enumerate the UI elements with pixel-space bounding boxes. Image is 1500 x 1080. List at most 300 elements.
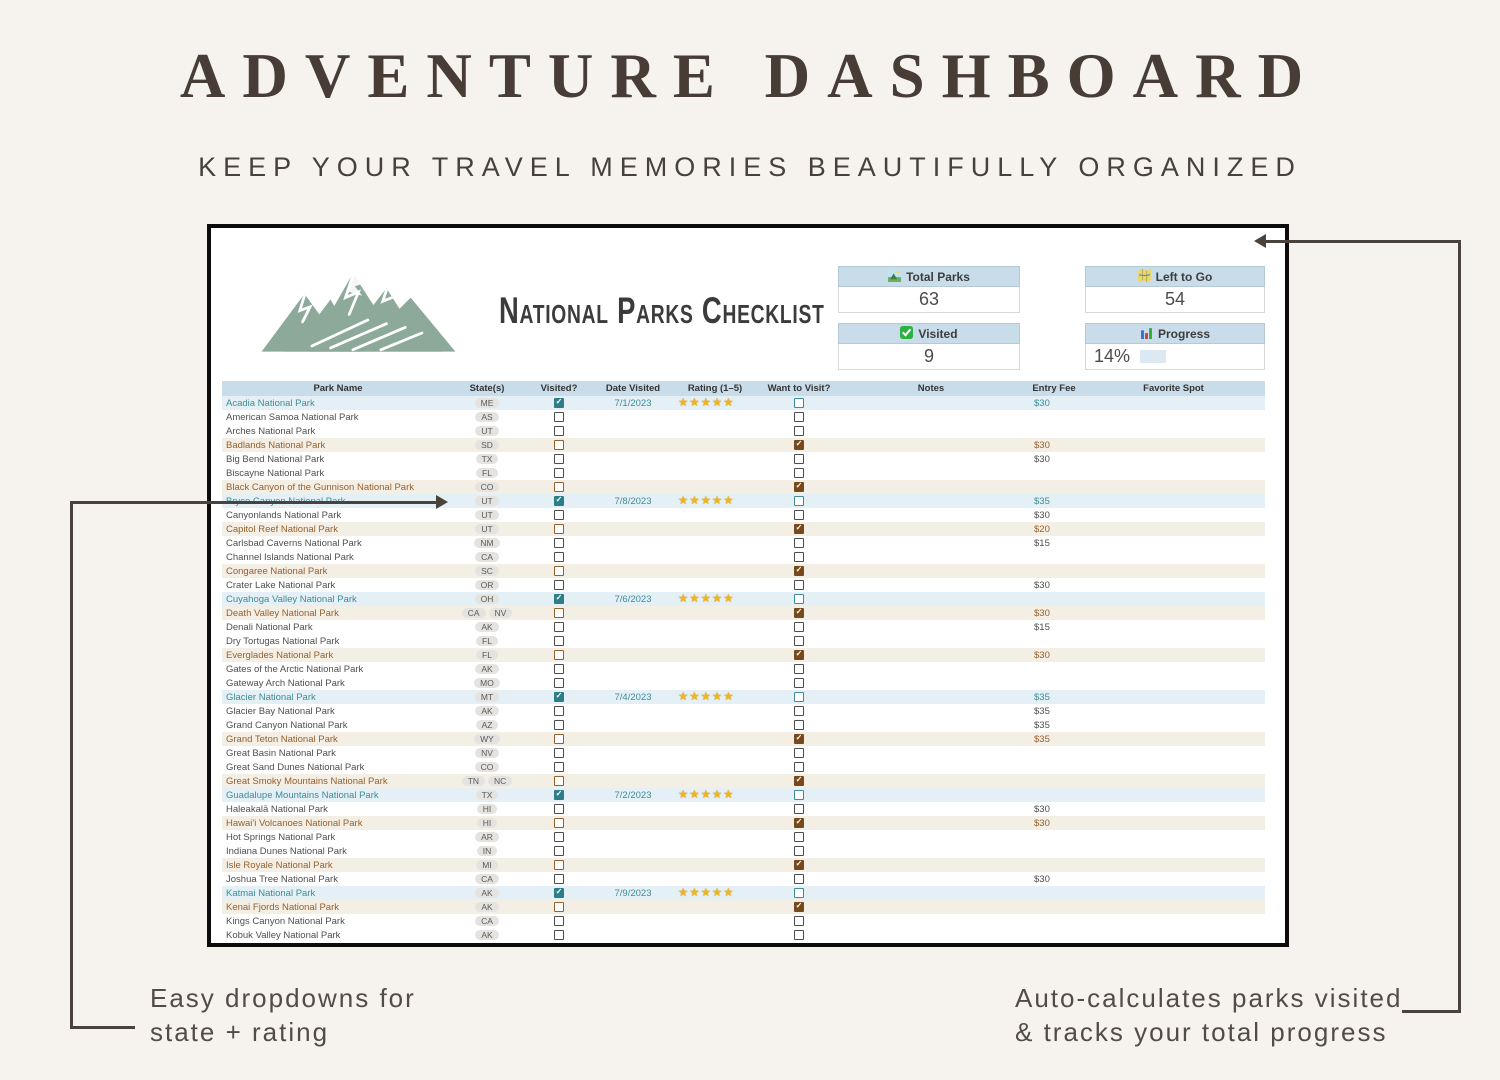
park-name-cell[interactable]: Canyonlands National Park: [226, 509, 342, 521]
visited-cell: [520, 692, 598, 703]
visited-cell: [520, 832, 598, 843]
stat-value[interactable]: [1085, 287, 1265, 313]
want-to-visit-checkbox[interactable]: [794, 622, 804, 632]
visited-cell: [520, 888, 598, 899]
state-cell[interactable]: [454, 734, 520, 745]
table-row: [222, 564, 1265, 578]
stat-value[interactable]: [838, 287, 1020, 313]
parks-table-body: [222, 396, 1265, 942]
park-name-cell[interactable]: Arches National Park: [226, 425, 316, 437]
visited-checkbox[interactable]: [554, 412, 564, 422]
want-to-visit-checkbox[interactable]: [794, 594, 804, 604]
visited-checkbox[interactable]: [554, 426, 564, 436]
state-pill[interactable]: AS: [475, 412, 498, 423]
visited-checkbox[interactable]: [554, 846, 564, 856]
state-cell[interactable]: [454, 902, 520, 913]
visited-cell: [520, 748, 598, 759]
stat-box-visited: [838, 323, 1020, 370]
entry-fee-cell[interactable]: $35: [1034, 719, 1050, 731]
visited-checkbox[interactable]: [554, 874, 564, 884]
state-cell[interactable]: [454, 538, 520, 549]
want-cell: [762, 440, 836, 451]
entry-fee-cell[interactable]: $30: [1034, 803, 1050, 815]
park-name-cell[interactable]: Great Smoky Mountains National Park: [226, 775, 388, 787]
visited-checkbox[interactable]: [554, 608, 564, 618]
visited-checkbox[interactable]: [554, 664, 564, 674]
park-name-cell[interactable]: Death Valley National Park: [226, 607, 339, 619]
rating-cell[interactable]: [668, 690, 762, 705]
annotation-left-line2: state + rating: [150, 1016, 330, 1047]
state-cell[interactable]: [454, 818, 520, 829]
table-row: [222, 578, 1265, 592]
want-to-visit-checkbox[interactable]: [794, 804, 804, 814]
stat-value[interactable]: [838, 344, 1020, 370]
state-cell[interactable]: [454, 650, 520, 661]
park-name-cell[interactable]: Capitol Reef National Park: [226, 523, 338, 535]
want-cell: [762, 720, 836, 731]
stat-header: [1085, 323, 1265, 344]
state-cell[interactable]: [454, 860, 520, 871]
want-to-visit-checkbox[interactable]: [794, 902, 804, 912]
want-cell: [762, 468, 836, 479]
want-to-visit-checkbox[interactable]: [794, 832, 804, 842]
park-name-cell[interactable]: Denali National Park: [226, 621, 313, 633]
want-to-visit-checkbox[interactable]: [794, 440, 804, 450]
state-pill[interactable]: OH: [475, 594, 500, 605]
state-pill[interactable]: WY: [474, 734, 500, 745]
state-cell[interactable]: [454, 636, 520, 647]
want-to-visit-checkbox[interactable]: [794, 496, 804, 506]
park-name-cell[interactable]: Dry Tortugas National Park: [226, 635, 340, 647]
want-to-visit-checkbox[interactable]: [794, 510, 804, 520]
want-to-visit-checkbox[interactable]: [794, 650, 804, 660]
visited-checkbox[interactable]: [554, 524, 564, 534]
want-to-visit-checkbox[interactable]: [794, 776, 804, 786]
table-row: [222, 788, 1265, 802]
state-cell[interactable]: [454, 748, 520, 759]
state-pill[interactable]: AK: [475, 888, 498, 899]
want-cell: [762, 692, 836, 703]
want-to-visit-checkbox[interactable]: [794, 636, 804, 646]
park-name-cell[interactable]: Badlands National Park: [226, 439, 326, 451]
state-pill[interactable]: AK: [475, 664, 498, 675]
state-pill[interactable]: ME: [475, 398, 500, 409]
want-to-visit-checkbox[interactable]: [794, 552, 804, 562]
park-name-cell[interactable]: Everglades National Park: [226, 649, 334, 661]
state-pill[interactable]: SD: [475, 440, 499, 451]
table-row: [222, 662, 1265, 676]
table-row: [222, 858, 1265, 872]
state-cell[interactable]: [454, 678, 520, 689]
entry-fee-cell[interactable]: $30: [1034, 509, 1050, 521]
visited-checkbox[interactable]: [554, 454, 564, 464]
state-pill[interactable]: OR: [475, 580, 500, 591]
table-row: [222, 844, 1265, 858]
park-name-cell[interactable]: Hot Springs National Park: [226, 831, 336, 843]
entry-fee-cell[interactable]: $30: [1034, 579, 1050, 591]
rating-cell[interactable]: [668, 494, 762, 509]
entry-fee-cell[interactable]: $35: [1034, 733, 1050, 745]
state-cell[interactable]: [454, 482, 520, 493]
state-cell[interactable]: [454, 552, 520, 563]
date-cell[interactable]: 7/2/2023: [614, 789, 652, 801]
visited-checkbox[interactable]: [554, 776, 564, 786]
visited-checkbox[interactable]: [554, 734, 564, 744]
want-cell: [762, 454, 836, 465]
rating-cell[interactable]: [668, 886, 762, 901]
want-cell: [762, 594, 836, 605]
state-cell[interactable]: [454, 916, 520, 927]
park-name-cell[interactable]: Carlsbad Caverns National Park: [226, 537, 362, 549]
want-to-visit-checkbox[interactable]: [794, 888, 804, 898]
visited-cell: [520, 510, 598, 521]
visited-checkbox[interactable]: [554, 902, 564, 912]
state-cell[interactable]: [454, 594, 520, 605]
want-to-visit-checkbox[interactable]: [794, 426, 804, 436]
visited-checkbox[interactable]: [554, 636, 564, 646]
state-pill[interactable]: MI: [476, 860, 497, 871]
visited-checkbox[interactable]: [554, 930, 564, 940]
want-to-visit-checkbox[interactable]: [794, 692, 804, 702]
state-cell[interactable]: [454, 832, 520, 843]
want-cell: [762, 678, 836, 689]
entry-fee-cell[interactable]: $30: [1034, 453, 1050, 465]
want-to-visit-checkbox[interactable]: [794, 580, 804, 590]
visited-cell: [520, 636, 598, 647]
table-row: [222, 774, 1265, 788]
stat-value[interactable]: [1085, 344, 1265, 370]
visited-checkbox[interactable]: [554, 510, 564, 520]
want-to-visit-checkbox[interactable]: [794, 706, 804, 716]
state-pill[interactable]: CO: [475, 762, 500, 773]
left-connector-horizontal: [70, 501, 438, 504]
entry-fee-cell[interactable]: $15: [1034, 621, 1050, 633]
visited-checkbox[interactable]: [554, 566, 564, 576]
state-pill[interactable]: UT: [475, 426, 498, 437]
state-pill[interactable]: UT: [475, 496, 498, 507]
park-name-cell[interactable]: Kings Canyon National Park: [226, 915, 345, 927]
want-to-visit-checkbox[interactable]: [794, 664, 804, 674]
want-to-visit-checkbox[interactable]: [794, 846, 804, 856]
visited-checkbox[interactable]: [554, 622, 564, 632]
right-connector-horizontal: [1266, 240, 1461, 243]
park-name-cell[interactable]: Congaree National Park: [226, 565, 328, 577]
want-to-visit-checkbox[interactable]: [794, 678, 804, 688]
state-cell[interactable]: [454, 412, 520, 423]
park-name-cell[interactable]: Biscayne National Park: [226, 467, 325, 479]
visited-checkbox[interactable]: [554, 790, 564, 800]
state-pill[interactable]: AR: [475, 832, 499, 843]
park-name-cell[interactable]: Hawai'i Volcanoes National Park: [226, 817, 363, 829]
table-row: [222, 466, 1265, 480]
park-name-cell[interactable]: Black Canyon of the Gunnison National Park: [226, 481, 414, 493]
state-cell[interactable]: [454, 664, 520, 675]
want-to-visit-checkbox[interactable]: [794, 482, 804, 492]
table-row: [222, 438, 1265, 452]
visited-checkbox[interactable]: [554, 440, 564, 450]
visited-checkbox[interactable]: [554, 650, 564, 660]
state-cell[interactable]: [454, 930, 520, 941]
entry-fee-cell[interactable]: $30: [1034, 873, 1050, 885]
visited-cell: [520, 776, 598, 787]
want-to-visit-checkbox[interactable]: [794, 734, 804, 744]
state-cell[interactable]: [454, 874, 520, 885]
visited-checkbox[interactable]: [554, 496, 564, 506]
state-cell[interactable]: [454, 440, 520, 451]
stat-value-text: 9: [923, 346, 934, 366]
park-name-cell[interactable]: Indiana Dunes National Park: [226, 845, 347, 857]
state-pill[interactable]: FL: [476, 650, 498, 661]
state-pill[interactable]: CA: [475, 552, 499, 563]
visited-cell: [520, 678, 598, 689]
visited-checkbox[interactable]: [554, 916, 564, 926]
state-cell[interactable]: [454, 608, 520, 619]
park-name-cell[interactable]: Guadalupe Mountains National Park: [226, 789, 379, 801]
park-name-cell[interactable]: Cuyahoga Valley National Park: [226, 593, 357, 605]
park-name-cell[interactable]: Great Basin National Park: [226, 747, 336, 759]
state-pill[interactable]: NM: [474, 538, 499, 549]
want-to-visit-checkbox[interactable]: [794, 538, 804, 548]
table-row: [222, 886, 1265, 900]
visited-cell: [520, 482, 598, 493]
column-header: Notes: [917, 383, 945, 394]
entry-fee-cell[interactable]: $20: [1034, 523, 1050, 535]
state-cell[interactable]: [454, 762, 520, 773]
want-cell: [762, 790, 836, 801]
entry-fee-cell[interactable]: $35: [1034, 495, 1050, 507]
rating-cell[interactable]: [668, 396, 762, 411]
want-cell: [762, 874, 836, 885]
table-row: [222, 550, 1265, 564]
visited-checkbox[interactable]: [554, 552, 564, 562]
date-cell[interactable]: 7/1/2023: [614, 397, 652, 409]
park-name-cell[interactable]: Big Bend National Park: [226, 453, 325, 465]
park-name-cell[interactable]: Grand Teton National Park: [226, 733, 338, 745]
state-cell[interactable]: [454, 622, 520, 633]
state-pill[interactable]: MO: [474, 678, 500, 689]
state-pill[interactable]: AK: [475, 706, 498, 717]
state-pill[interactable]: MT: [475, 692, 499, 703]
want-to-visit-checkbox[interactable]: [794, 524, 804, 534]
want-cell: [762, 524, 836, 535]
state-cell[interactable]: [454, 804, 520, 815]
state-pill[interactable]: AK: [475, 930, 498, 941]
rating-cell[interactable]: [668, 788, 762, 803]
visited-cell: [520, 608, 598, 619]
rating-cell[interactable]: [668, 592, 762, 607]
stat-box-progress: [1085, 323, 1265, 370]
visited-checkbox[interactable]: [554, 538, 564, 548]
want-to-visit-checkbox[interactable]: [794, 398, 804, 408]
rating-stars: ★★★★★: [678, 592, 735, 605]
park-name-cell[interactable]: Acadia National Park: [226, 397, 315, 409]
park-name-cell[interactable]: Isle Royale National Park: [226, 859, 333, 871]
state-pill[interactable]: HI: [477, 818, 498, 829]
state-cell[interactable]: [454, 706, 520, 717]
state-cell[interactable]: [454, 846, 520, 857]
table-row: [222, 634, 1265, 648]
entry-fee-cell[interactable]: $30: [1034, 607, 1050, 619]
state-pill[interactable]: TX: [476, 790, 499, 801]
want-to-visit-checkbox[interactable]: [794, 818, 804, 828]
want-to-visit-checkbox[interactable]: [794, 412, 804, 422]
want-cell: [762, 776, 836, 787]
want-to-visit-checkbox[interactable]: [794, 468, 804, 478]
state-cell[interactable]: [454, 566, 520, 577]
table-row: [222, 410, 1265, 424]
want-to-visit-checkbox[interactable]: [794, 608, 804, 618]
state-pill[interactable]: IN: [477, 846, 498, 857]
park-name-cell[interactable]: Joshua Tree National Park: [226, 873, 338, 885]
state-pill[interactable]: UT: [475, 524, 498, 535]
state-pill[interactable]: AK: [475, 622, 498, 633]
stat-label: Progress: [1157, 326, 1211, 341]
visited-checkbox[interactable]: [554, 832, 564, 842]
entry-fee-cell[interactable]: $30: [1034, 397, 1050, 409]
want-to-visit-checkbox[interactable]: [794, 454, 804, 464]
state-cell[interactable]: [454, 524, 520, 535]
want-cell: [762, 748, 836, 759]
entry-fee-cell[interactable]: $35: [1034, 691, 1050, 703]
park-name-cell[interactable]: Channel Islands National Park: [226, 551, 354, 563]
park-icon: [888, 269, 901, 285]
want-cell: [762, 762, 836, 773]
state-pill[interactable]: CA: [475, 916, 499, 927]
park-name-cell[interactable]: American Samoa National Park: [226, 411, 359, 423]
park-name-cell[interactable]: Kenai Fjords National Park: [226, 901, 339, 913]
want-cell: [762, 804, 836, 815]
park-name-cell[interactable]: Gates of the Arctic National Park: [226, 663, 364, 675]
date-cell[interactable]: 7/6/2023: [614, 593, 652, 605]
want-cell: [762, 426, 836, 437]
entry-fee-cell[interactable]: $35: [1034, 705, 1050, 717]
state-pill[interactable]: NC: [488, 776, 512, 787]
park-name-cell[interactable]: Kobuk Valley National Park: [226, 929, 341, 941]
state-pill[interactable]: NV: [475, 748, 499, 759]
state-pill[interactable]: HI: [477, 804, 498, 815]
table-row: [222, 914, 1265, 928]
state-cell[interactable]: [454, 790, 520, 801]
state-pill[interactable]: AK: [475, 902, 498, 913]
column-header: Date Visited: [605, 383, 661, 394]
table-row: [222, 606, 1265, 620]
want-cell: [762, 916, 836, 927]
visited-checkbox[interactable]: [554, 580, 564, 590]
visited-checkbox[interactable]: [554, 468, 564, 478]
want-to-visit-checkbox[interactable]: [794, 930, 804, 940]
visited-cell: [520, 538, 598, 549]
park-name-cell[interactable]: Haleakalā National Park: [226, 803, 328, 815]
visited-checkbox[interactable]: [554, 762, 564, 772]
stat-box-left-to-go: [1085, 266, 1265, 313]
want-to-visit-checkbox[interactable]: [794, 720, 804, 730]
rating-stars: ★★★★★: [678, 494, 735, 507]
park-name-cell[interactable]: Great Sand Dunes National Park: [226, 761, 365, 773]
state-cell[interactable]: [454, 580, 520, 591]
spreadsheet-panel: [207, 224, 1289, 947]
visited-checkbox[interactable]: [554, 398, 564, 408]
state-cell[interactable]: [454, 888, 520, 899]
want-to-visit-checkbox[interactable]: [794, 874, 804, 884]
state-cell[interactable]: [454, 776, 520, 787]
state-pill[interactable]: UT: [475, 510, 498, 521]
visited-checkbox[interactable]: [554, 818, 564, 828]
state-pill[interactable]: CA: [462, 608, 486, 619]
state-cell[interactable]: [454, 692, 520, 703]
date-cell[interactable]: 7/8/2023: [614, 495, 652, 507]
visited-checkbox[interactable]: [554, 594, 564, 604]
visited-checkbox[interactable]: [554, 678, 564, 688]
want-cell: [762, 734, 836, 745]
visited-cell: [520, 720, 598, 731]
park-name-cell[interactable]: Glacier Bay National Park: [226, 705, 335, 717]
state-cell[interactable]: [454, 454, 520, 465]
want-to-visit-checkbox[interactable]: [794, 566, 804, 576]
state-pill[interactable]: AZ: [476, 720, 499, 731]
want-to-visit-checkbox[interactable]: [794, 748, 804, 758]
want-to-visit-checkbox[interactable]: [794, 916, 804, 926]
want-to-visit-checkbox[interactable]: [794, 790, 804, 800]
park-name-cell[interactable]: Glacier National Park: [226, 691, 316, 703]
state-cell[interactable]: [454, 426, 520, 437]
state-pill[interactable]: CA: [475, 874, 499, 885]
rating-stars: ★★★★★: [678, 396, 735, 409]
state-cell[interactable]: [454, 720, 520, 731]
check-icon: [900, 326, 913, 342]
state-pill[interactable]: FL: [476, 636, 498, 647]
state-pill[interactable]: FL: [476, 468, 498, 479]
park-name-cell[interactable]: Katmai National Park: [226, 887, 316, 899]
visited-cell: [520, 524, 598, 535]
visited-checkbox[interactable]: [554, 482, 564, 492]
state-pill[interactable]: CO: [475, 482, 500, 493]
visited-cell: [520, 594, 598, 605]
want-cell: [762, 566, 836, 577]
visited-checkbox[interactable]: [554, 804, 564, 814]
park-name-cell[interactable]: Gateway Arch National Park: [226, 677, 345, 689]
want-cell: [762, 636, 836, 647]
entry-fee-cell[interactable]: $30: [1034, 439, 1050, 451]
state-cell[interactable]: [454, 468, 520, 479]
park-name-cell[interactable]: Crater Lake National Park: [226, 579, 336, 591]
stat-value-text: 14%: [1094, 346, 1131, 366]
column-header: State(s): [469, 383, 505, 394]
want-to-visit-checkbox[interactable]: [794, 860, 804, 870]
state-pill[interactable]: TN: [462, 776, 485, 787]
state-pill[interactable]: NV: [489, 608, 513, 619]
visited-checkbox[interactable]: [554, 692, 564, 702]
visited-checkbox[interactable]: [554, 860, 564, 870]
state-cell[interactable]: [454, 496, 520, 507]
entry-fee-cell[interactable]: $15: [1034, 537, 1050, 549]
entry-fee-cell[interactable]: $30: [1034, 649, 1050, 661]
entry-fee-cell[interactable]: $30: [1034, 817, 1050, 829]
state-cell[interactable]: [454, 510, 520, 521]
state-pill[interactable]: SC: [475, 566, 499, 577]
park-name-cell[interactable]: Grand Canyon National Park: [226, 719, 348, 731]
visited-checkbox[interactable]: [554, 888, 564, 898]
visited-checkbox[interactable]: [554, 748, 564, 758]
table-row: [222, 480, 1265, 494]
date-cell[interactable]: 7/9/2023: [614, 887, 652, 899]
date-cell[interactable]: 7/4/2023: [614, 691, 652, 703]
want-to-visit-checkbox[interactable]: [794, 762, 804, 772]
want-cell: [762, 902, 836, 913]
visited-checkbox[interactable]: [554, 720, 564, 730]
visited-checkbox[interactable]: [554, 706, 564, 716]
state-pill[interactable]: TX: [476, 454, 499, 465]
state-cell[interactable]: [454, 398, 520, 409]
